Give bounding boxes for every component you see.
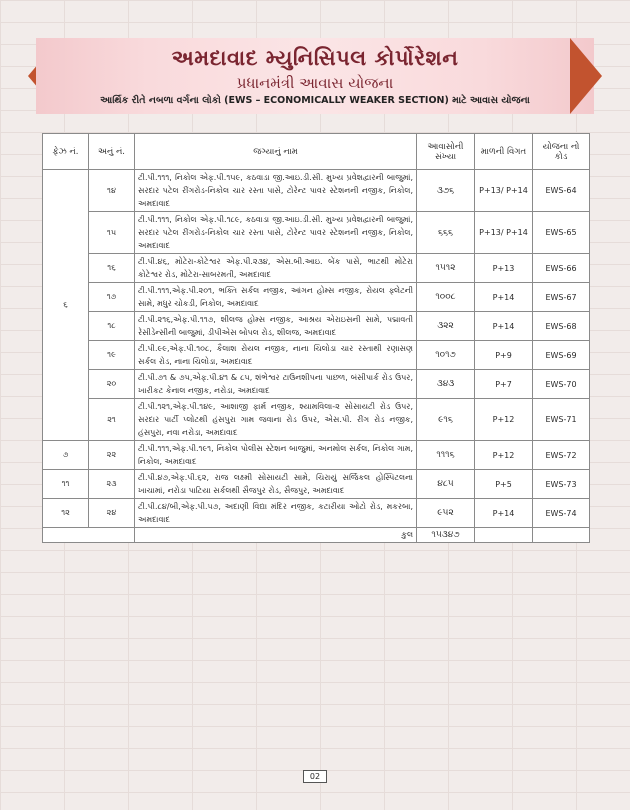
- total-row: [43, 528, 590, 543]
- location-cell: ટી.પી.૧૧૧,એફ.પી.૨૦૧, ભક્તિ સર્કલ નજીક, આંગન હોમ્સ નજીક, રોયલ ફ્લેટની સામે, મધુર ચોકડી, નિકોલ, અમદાવાદ: [135, 283, 417, 312]
- serial-cell: ૧૭: [89, 283, 135, 312]
- units-cell: ૧૦૧૭: [417, 341, 475, 370]
- floors-cell: P+9: [475, 341, 533, 370]
- column-header: જગ્યાનું નામ: [135, 134, 417, 170]
- floors-cell: P+12: [475, 399, 533, 441]
- units-cell: ૯૫૨: [417, 499, 475, 528]
- units-cell: ૯૧૬: [417, 399, 475, 441]
- location-cell: ટી.પી.૧૨૧,એફ.પી.૧૪૯, આશાજી ફાર્મ નજીક, શ્યામવિલા-૨ સોસાયટી રોડ ઉપર, સરદાર પાર્ટી પ્લોટથી હંસપુરા ગામ જવાના રોડ ઉપર, એસ.પી. રીંગ રોડ નજીક, હંસપુરા, નવા નરોડા, અમદાવાદ: [135, 399, 417, 441]
- total-units: ૧૫૩૪૭: [417, 528, 475, 543]
- phase-cell: ૭: [43, 441, 89, 470]
- table-header-row: [43, 134, 590, 170]
- code-cell: EWS-64: [533, 170, 590, 212]
- code-cell: EWS-68: [533, 312, 590, 341]
- units-cell: ૩૭૬: [417, 170, 475, 212]
- location-cell: ટી.પી.૪૭,એફ.પી.૬૨, રાજ લક્ષ્મી સોસાયટી સામે, ચિરાયું સર્જિકલ હોસ્પિટલના ખાચામાં, નરોડા પાટિયા સર્કલથી સૈજપુર રોડ, સૈજપુર, અમદાવાદ: [135, 470, 417, 499]
- table-row: [43, 341, 590, 370]
- location-cell: ટી.પી.૯૯,એફ.પી.૧૦૮, કૈલાશ રોયલ નજીક, નાના ચિલોડા ચાર રસ્તાથી રણાસણ સર્કલ રોડ, નાના ચિલોડા, અમદાવાદ: [135, 341, 417, 370]
- table-row: [43, 170, 590, 212]
- table-row: [43, 399, 590, 441]
- serial-cell: ૧૬: [89, 254, 135, 283]
- floors-cell: P+13/ P+14: [475, 170, 533, 212]
- location-cell: ટી.પી.૧૧૧, નિકોલ એફ.પી.૧૮૯, કઠવાડા જી.આઇ.ડી.સી. મુખ્ય પ્રવેશદ્વારની બાજુમાં, સરદાર પટેલ રીંગરોડ-નિકોલ ચાર રસ્તા પાસે, ટોરેન્ટ પાવર સ્ટેશનની નજીક, નિકોલ, અમદાવાદ: [135, 212, 417, 254]
- units-cell: ૪૮૫: [417, 470, 475, 499]
- phase-cell: ૬: [43, 170, 89, 441]
- serial-cell: ૧૯: [89, 341, 135, 370]
- total-empty-cell: [475, 528, 533, 543]
- serial-cell: ૧૪: [89, 170, 135, 212]
- table-row: [43, 254, 590, 283]
- floors-cell: P+5: [475, 470, 533, 499]
- floors-cell: P+13: [475, 254, 533, 283]
- table-row: [43, 283, 590, 312]
- column-header: અનું નં.: [89, 134, 135, 170]
- serial-cell: ૧૫: [89, 212, 135, 254]
- code-cell: EWS-67: [533, 283, 590, 312]
- table-row: [43, 470, 590, 499]
- units-cell: ૧૧૧૬: [417, 441, 475, 470]
- floors-cell: P+14: [475, 312, 533, 341]
- location-cell: ટી.પી.૪૬, મોટેરા-કોટેશ્વર એફ.પી.૨૩૪, એસ.બી.આઇ. બેંક પાસે, ભાટથી મોટેરા કોટેશ્વર રોડ, મોટેરા-સાબરમતી, અમદાવાદ: [135, 254, 417, 283]
- code-cell: EWS-65: [533, 212, 590, 254]
- column-header: ફેઝ નં.: [43, 134, 89, 170]
- units-cell: ૬૬૬: [417, 212, 475, 254]
- location-cell: ટી.પી.૭૧ & ૭૫,એફ.પી.૪૧ & ૮૫, શંભેશ્વર ટાઉનશીપના પાછળ, બંસીપાર્ક રોડ ઉપર, ખારીકટ કેનાલ નજીક, નરોડા, અમદાવાદ: [135, 370, 417, 399]
- table-row: [43, 441, 590, 470]
- code-cell: EWS-74: [533, 499, 590, 528]
- page-subtitle: પ્રધાનમંત્રી આવાસ યોજના: [236, 74, 394, 92]
- code-cell: EWS-73: [533, 470, 590, 499]
- floors-cell: P+12: [475, 441, 533, 470]
- floors-cell: P+13/ P+14: [475, 212, 533, 254]
- serial-cell: ૨૦: [89, 370, 135, 399]
- total-empty-cell: [533, 528, 590, 543]
- units-cell: ૧૦૦૮: [417, 283, 475, 312]
- scheme-description: આર્થિક રીતે નબળા વર્ગના લોકો (EWS – ECONOMICALLY WEAKER SECTION) માટે આવાસ યોજના: [100, 95, 530, 106]
- housing-scheme-table: [42, 133, 590, 543]
- phase-cell: ૧૧: [43, 470, 89, 499]
- units-cell: ૩૨૨: [417, 312, 475, 341]
- code-cell: EWS-66: [533, 254, 590, 283]
- total-label: કુલ: [135, 528, 417, 543]
- units-cell: ૧૫૧૨: [417, 254, 475, 283]
- floors-cell: P+14: [475, 283, 533, 312]
- column-header: યોજના નો કોડ: [533, 134, 590, 170]
- floors-cell: P+7: [475, 370, 533, 399]
- location-cell: ટી.પી.૧૧૧,એફ.પી.૧૯૧, નિકોલ પોલીસ સ્ટેશન બાજુમાં, અનમોલ સર્કલ, નિકોલ ગામ, નિકોલ, અમદાવાદ: [135, 441, 417, 470]
- serial-cell: ૨૧: [89, 399, 135, 441]
- serial-cell: ૨૨: [89, 441, 135, 470]
- phase-cell: ૧૨: [43, 499, 89, 528]
- units-cell: ૩૪૩: [417, 370, 475, 399]
- column-header: માળની વિગત: [475, 134, 533, 170]
- page-number: 02: [303, 770, 327, 783]
- table-row: [43, 212, 590, 254]
- floors-cell: P+14: [475, 499, 533, 528]
- serial-cell: ૧૮: [89, 312, 135, 341]
- serial-cell: ૨૩: [89, 470, 135, 499]
- location-cell: ટી.પી.૨૧૬,એફ.પી.૧૧૭, શીલજ હોમ્સ નજીક, આશ્રય એરાઇસની સામે, પદ્માવતી રેસીડેન્સીની બાજુમાં, ડીપીએસ બોપલ રોડ, શીલજ, અમદાવાદ: [135, 312, 417, 341]
- table-row: [43, 312, 590, 341]
- code-cell: EWS-72: [533, 441, 590, 470]
- location-cell: ટી.પી.૧૧૧, નિકોલ એફ.પી.૧૫૯, કઠવાડા જી.આઇ.ડી.સી. મુખ્ય પ્રવેશદ્વારની બાજુમાં, સરદાર પટેલ રીંગરોડ-નિકોલ ચાર રસ્તા પાસે, ટોરેન્ટ પાવર સ્ટેશનની નજીક, નિકોલ, અમદાવાદ: [135, 170, 417, 212]
- table-row: [43, 370, 590, 399]
- header-banner: [28, 38, 602, 114]
- location-cell: ટી.પી.૮૪/બી,એફ.પી.૫૭, અદાણી વિદ્યા મંદિર નજીક, કટારીયા ઓટો રોડ, મકરબા, અમદાવાદ: [135, 499, 417, 528]
- page-title: અમદાવાદ મ્યુનિસિપલ કોર્પોરેશન: [171, 46, 459, 70]
- total-blank-cell: [43, 528, 135, 543]
- table-body: [43, 170, 590, 543]
- serial-cell: ૨૪: [89, 499, 135, 528]
- code-cell: EWS-71: [533, 399, 590, 441]
- code-cell: EWS-69: [533, 341, 590, 370]
- table-row: [43, 499, 590, 528]
- column-header: આવાસોની સંખ્યા: [417, 134, 475, 170]
- code-cell: EWS-70: [533, 370, 590, 399]
